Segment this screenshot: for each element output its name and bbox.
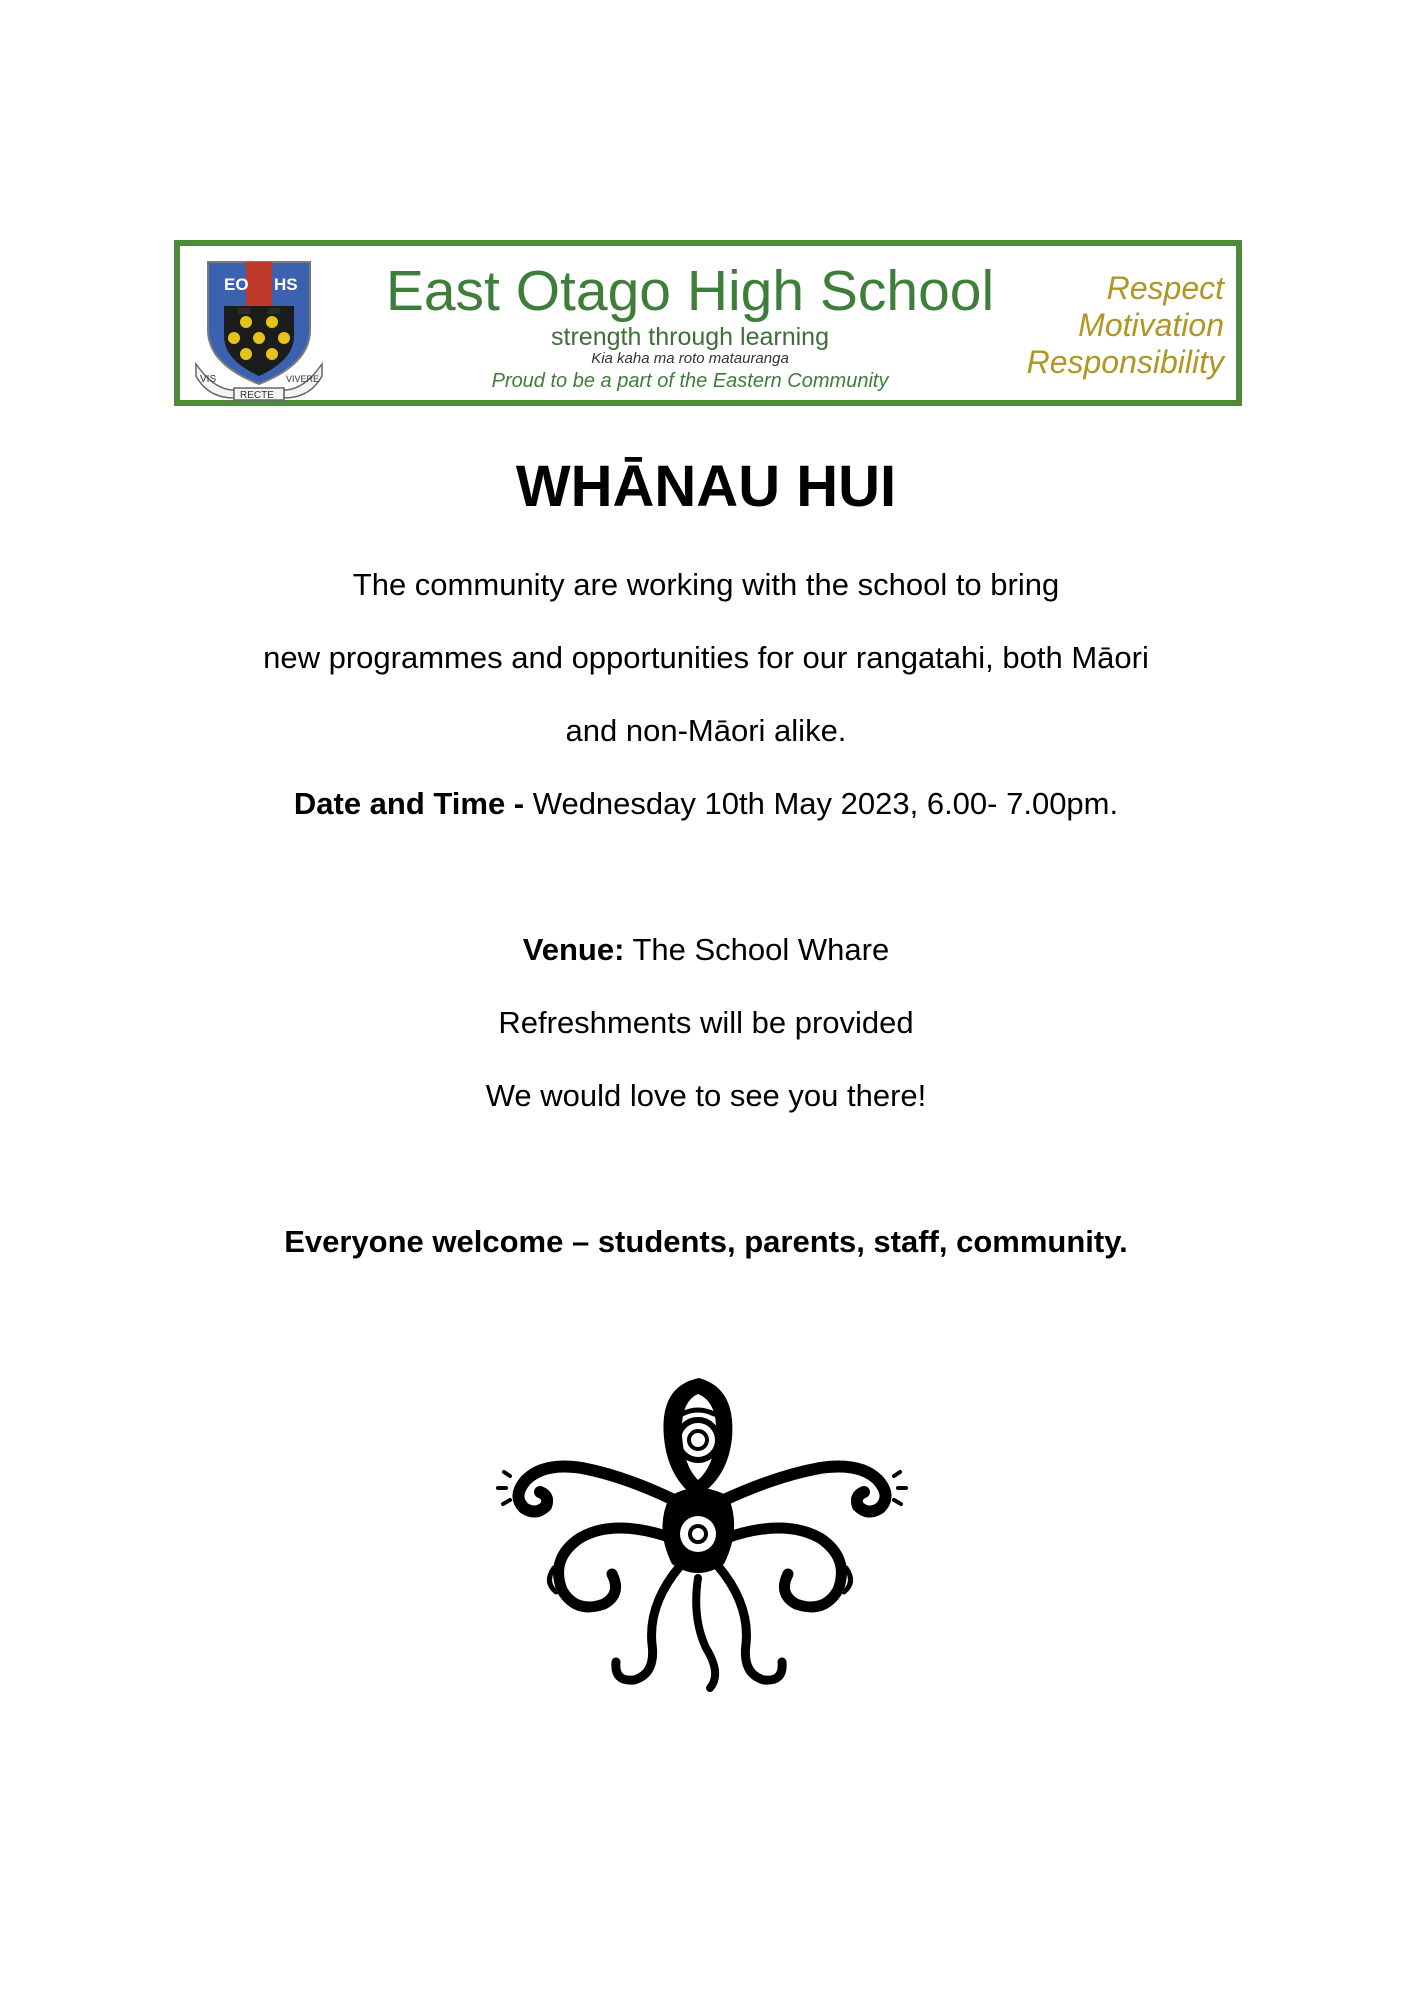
date-time-value: Wednesday 10th May 2023, 6.00- 7.00pm.	[524, 786, 1119, 821]
welcome-text: Everyone welcome – students, parents, staff, community.	[284, 1224, 1128, 1259]
crest-text-right: HS	[274, 275, 298, 294]
value-responsibility: Responsibility	[1026, 344, 1224, 380]
date-time-label: Date and Time -	[293, 786, 525, 821]
community-tagline: Proud to be a part of the Eastern Community	[491, 370, 889, 392]
intro-line-3: and non-Māori alike.	[565, 713, 847, 748]
crest-scroll-middle: RECTE	[240, 390, 274, 401]
school-motto-maori: Kia kaha ma roto matauranga	[591, 350, 789, 367]
school-values	[1027, 270, 1224, 381]
school-motto: strength through learning	[551, 323, 829, 351]
value-motivation: Motivation	[1078, 307, 1224, 343]
venue-value: The School Whare	[624, 932, 890, 967]
date-time	[0, 784, 1412, 824]
tribal-octopus-icon	[484, 1368, 924, 1708]
intro-line-1: The community are working with the school to bring	[352, 567, 1060, 602]
crest-text-left: EO	[224, 275, 249, 294]
intro-line-2: new programmes and opportunities for our rangatahi, both Māori	[263, 640, 1149, 675]
crest-scroll-left: VIS	[200, 374, 217, 385]
school-banner	[174, 240, 1242, 406]
school-name: East Otago High School	[385, 259, 995, 323]
school-crest-icon	[194, 252, 324, 402]
page-title: WHĀNAU HUI	[515, 454, 897, 519]
love-to-see-text: We would love to see you there!	[485, 1078, 927, 1113]
value-respect: Respect	[1106, 270, 1224, 306]
crest-scroll-right: VIVERE	[286, 374, 320, 384]
venue-label: Venue:	[522, 932, 625, 967]
refreshments-text: Refreshments will be provided	[498, 1005, 914, 1040]
venue	[0, 930, 1412, 970]
